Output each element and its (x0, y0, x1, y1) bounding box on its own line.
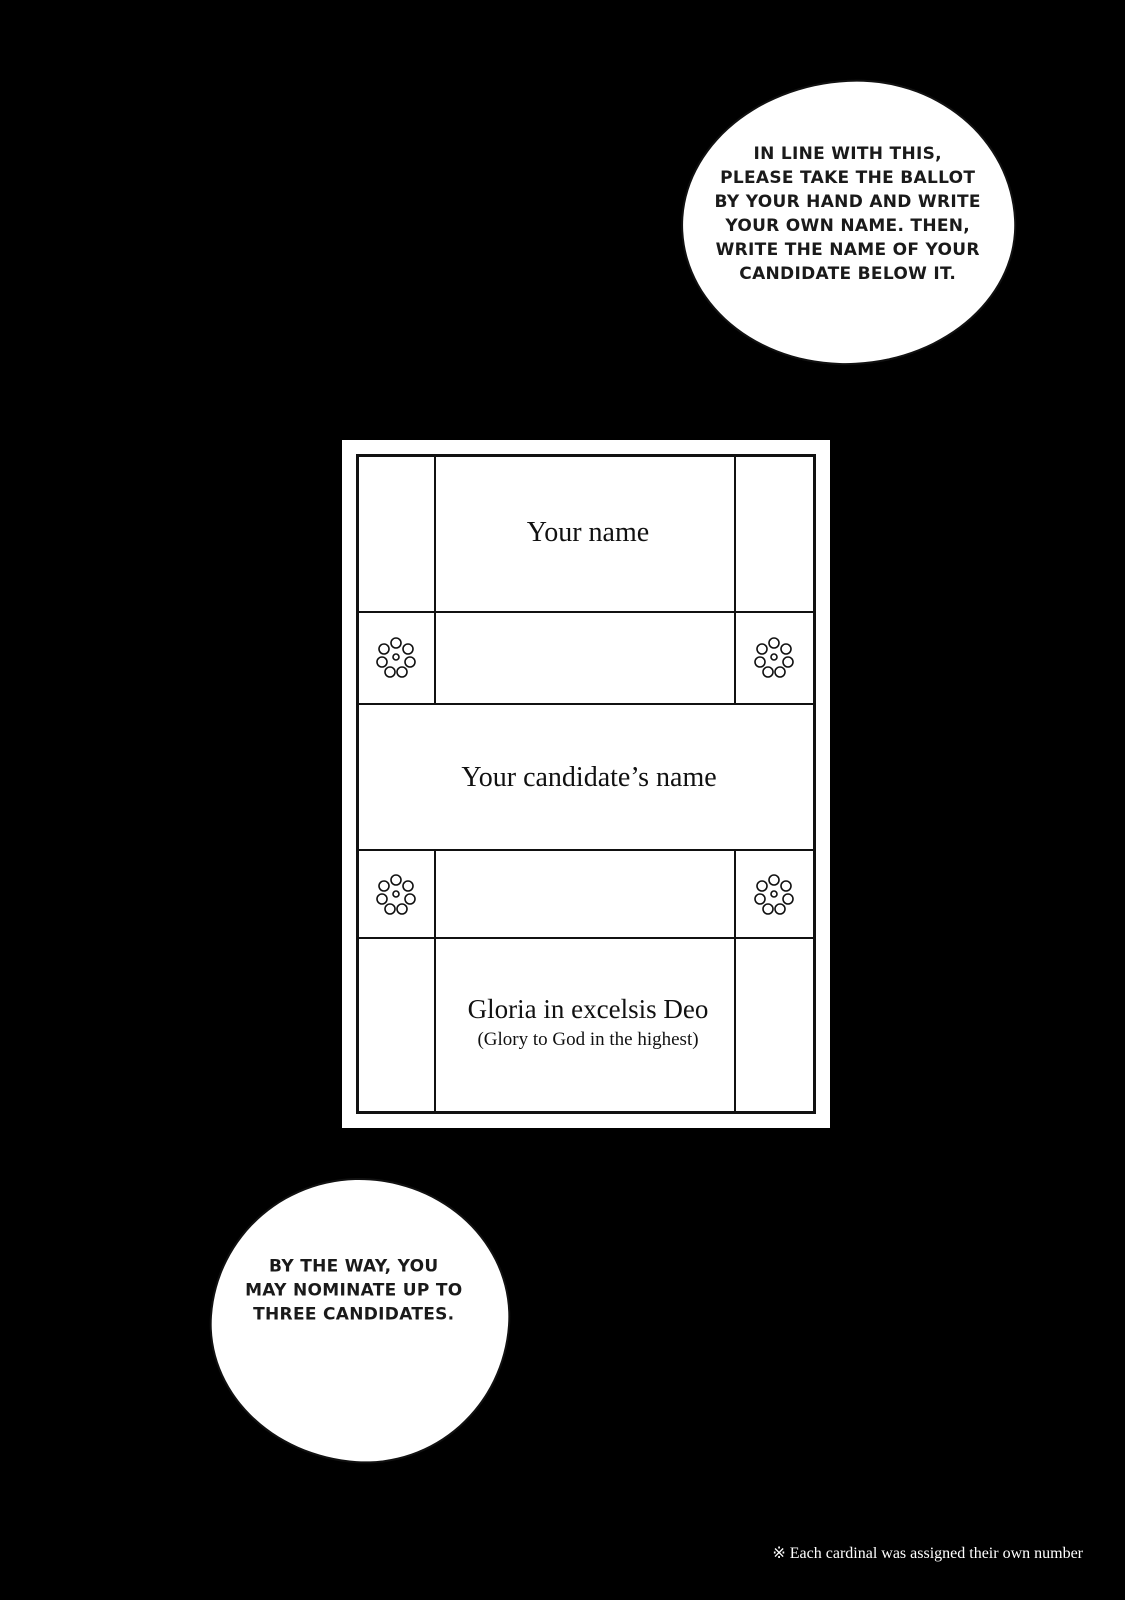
your-name-label: Your name (526, 517, 650, 548)
ballot-divider (434, 457, 436, 703)
speech-bubble-top (674, 71, 1023, 373)
flower-ornament-icon (373, 634, 419, 680)
ballot-divider (359, 937, 813, 939)
ballot-divider (359, 611, 813, 613)
ballot-frame (356, 454, 816, 1114)
motto-label: Gloria in excelsis Deo (467, 994, 709, 1024)
speech-bubble-bottom-text: BY THE WAY, YOU MAY NOMINATE UP TO THREE CANDIDATES. (245, 1256, 463, 1325)
speech-bubble-bottom (200, 1168, 519, 1473)
ballot-divider (434, 849, 436, 1111)
ballot-divider (359, 849, 813, 851)
candidate-name-label: Your candidate’s name (461, 762, 717, 793)
flower-ornament-icon (751, 871, 797, 917)
footnote: ※ Each cardinal was assigned their own number (772, 1545, 1083, 1562)
ballot-divider (359, 703, 813, 705)
ballot-divider (734, 849, 736, 1111)
ballot-divider (734, 457, 736, 703)
speech-bubble-top-text: IN LINE WITH THIS, PLEASE TAKE THE BALLOT BY YOUR HAND AND WRITE YOUR OWN NAME. THEN, WRITE THE NAME OF YOUR CANDIDATE BELOW IT. (714, 143, 982, 284)
flower-ornament-icon (751, 634, 797, 680)
ballot-card (342, 440, 830, 1128)
motto-translation-label: (Glory to God in the highest) (477, 1029, 699, 1050)
flower-ornament-icon (373, 871, 419, 917)
